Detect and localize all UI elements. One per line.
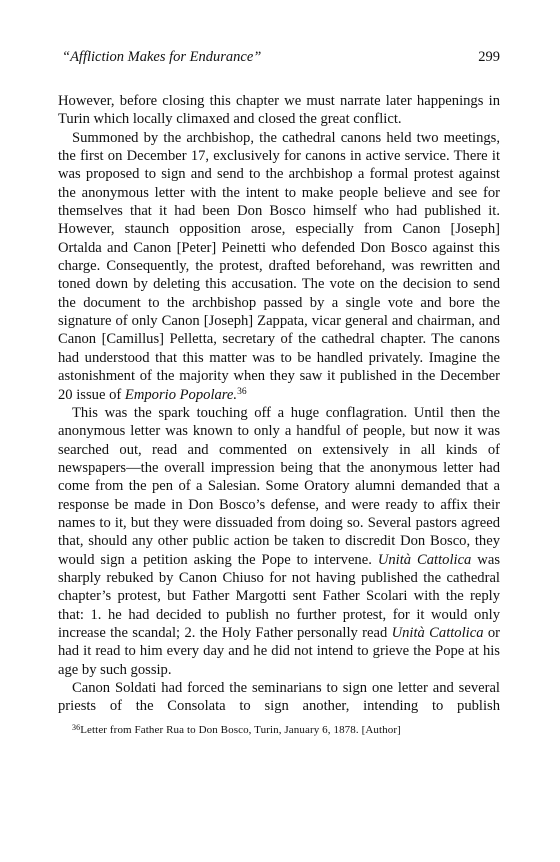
publication-title: Emporio Popolare. — [124, 386, 238, 403]
running-title: “Affliction Makes for Endurance” — [62, 49, 262, 65]
footnote-number: 36 — [72, 722, 81, 732]
paragraph-3-text-c: or had it read to him every day and he did not intend to grieve the Pope at his age by such gossip. — [58, 624, 501, 678]
page-number: 299 — [478, 49, 500, 65]
paragraph-3 — [58, 404, 500, 679]
running-head — [58, 48, 500, 66]
footnote-text: Letter from Father Rua to Don Bosco, Turin, January 6, 1878. [Author] — [80, 723, 401, 736]
book-page — [58, 48, 500, 737]
footnote — [58, 723, 500, 737]
paragraph-3-text-b: was sharply rebuked by Canon Chiuso for not having published the cathedral chapter’s protest, but Father Margotti sent Father Scolari with the reply that: 1. he had decided to publish no further protest, for it would only increase the scandal; 2. the Holy Father personally read — [58, 551, 500, 641]
paragraph-4 — [58, 679, 500, 716]
newspaper-title: Unità Cattolica — [391, 624, 484, 641]
paragraph-2-text: Summoned by the archbishop, the cathedral canons held two meetings, the first on December 17, exclusively for canons in active service. There it was proposed to sign and send to the archbishop a formal protest against the anonymous letter with the intent to make people believe and see for themselves that it had been Don Bosco himself who had published it. However, staunch opposition arose, especially from Canon [Joseph] Ortalda and Canon [Peter] Peinetti who defended Don Bosco against this charge. Consequently, the protest, drafted beforehand, was rewritten and toned down by deleting this accusation. The vote on the decision to send the document to the archbishop passed by a single vote and bore the signature of only Canon [Joseph] Zappata, vicar general and chairman, and Canon [Camillus] Pelletta, secretary of the cathedral chapter. The canons had understood that this matter was to be handled privately. Imagine the astonishment of the majority when they saw it published in the December 20 issue of — [58, 129, 500, 403]
newspaper-title: Unità Cattolica — [377, 551, 472, 568]
paragraph-3-text-a: This was the spark touching off a huge conflagration. Until then the anonymous letter was known to only a handful of people, but now it was searched out, read and commented on extensively in all kinds of newspapers—the overall impression being that the anonymous letter had come from the pen of a Salesian. Some Oratory alumni demanded that a response be made in Don Bosco’s defense, and were ready to affix their names to it, but they were dissuaded from doing so. Several pastors agreed that, should any other public action be taken to discredit Don Bosco, they would sign a petition asking the Pope to intervene. — [58, 404, 500, 568]
footnote-reference: 36 — [237, 386, 247, 397]
paragraph-1 — [58, 92, 500, 129]
paragraph-1-text: However, before closing this chapter we must narrate later happenings in Turin which locally climaxed and closed the great conflict. — [58, 93, 500, 128]
paragraph-2 — [58, 129, 500, 404]
body-text — [58, 92, 500, 716]
paragraph-4-text: Canon Soldati had forced the seminarians to sign one letter and several priests of the Consolata to sign another, intending to publish — [58, 680, 500, 715]
